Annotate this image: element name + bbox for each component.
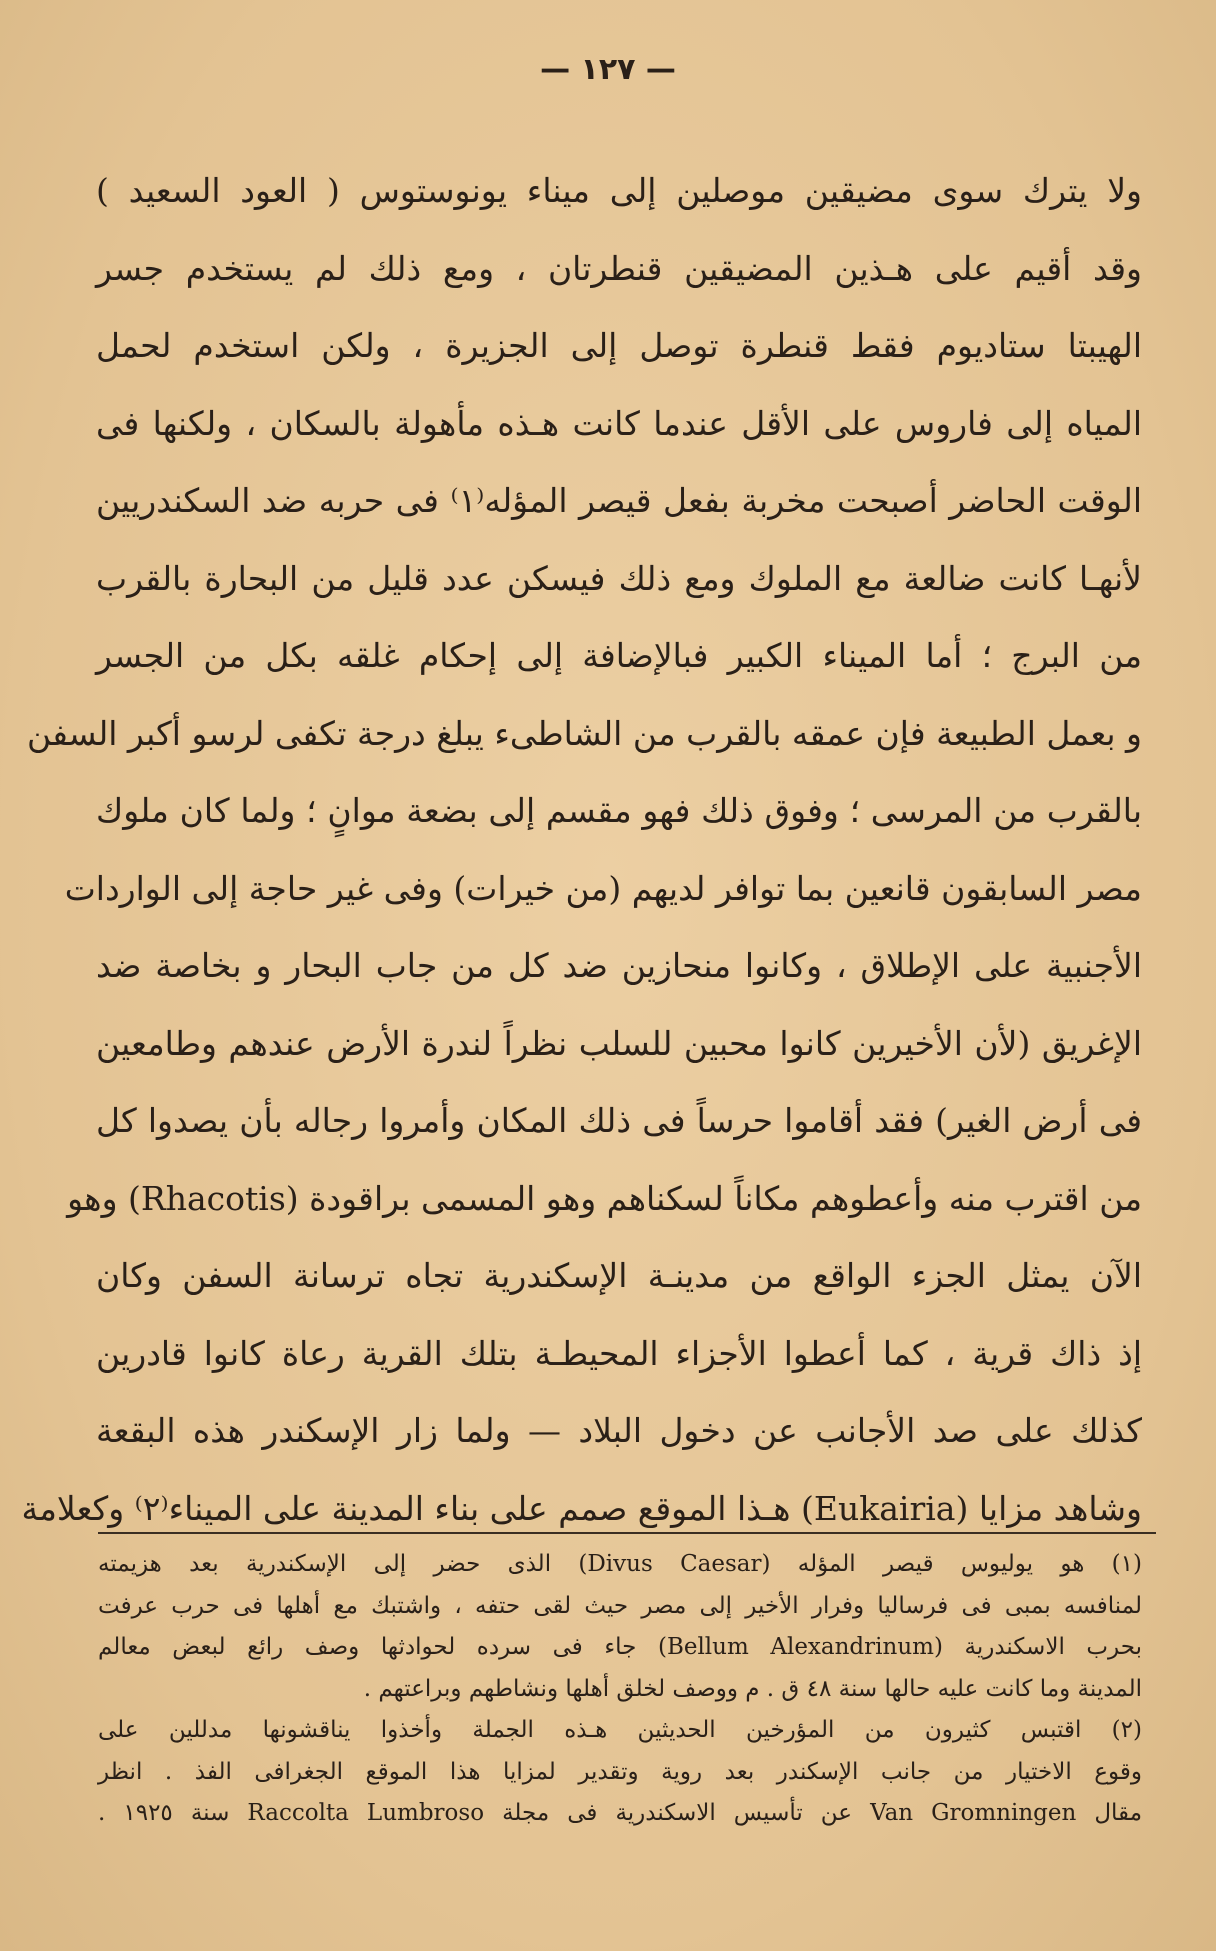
text-line: الهيبتا ستاديوم فقط قنطرة توصل إلى الجزيرة ، ولكن استخدم لحمل [96,326,1142,365]
text-line: من البرج ؛ أما الميناء الكبير فبالإضافة إلى إحكام غلقه بكل من الجسر [96,636,1142,675]
footnote-line: (١) هو يوليوس قيصر المؤله (Divus Caesar) الذى حضر إلى الإسكندرية بعد هزيمته [98,1551,1142,1577]
footnote-line: لمنافسه بمبى فى فرساليا وفرار الأخير إلى مصر حيث لقى حتفه ، واشتبك مع أهلها فى حرب عرفت [98,1592,1142,1619]
page-number: — ١٢٧ — [540,52,676,87]
text-line: إذ ذاك قرية ، كما أعطوا الأجزاء المحيطـة بتلك القرية رعاة كانوا قادرين [96,1333,1142,1373]
text-line: الأجنبية على الإطلاق ، وكانوا منحازين ضد كل من جاب البحار و بخاصة ضد [96,946,1142,985]
text-line: و بعمل الطبيعة فإن عمقه بالقرب من الشاطىء يبلغ درجة تكفى لرسو أكبر السفن [26,713,1142,753]
text-line: من اقترب منه وأعطوهم مكاناً لسكناهم وهو المسمى براقودة (Rhacotis) وهو [67,1178,1142,1218]
footnote-line: بحرب الاسكندرية (Bellum Alexandrinum) جاء فى سرده لحوادثها وصف رائع لبعض معالم [98,1634,1142,1660]
text-line: لأنهـا كانت ضالعة مع الملوك ومع ذلك فيسكن عدد قليل من البحارة بالقرب [96,558,1142,598]
footnote-line: وقوع الاختيار من جانب الإسكندر بعد روية وتقدير لمزايا هذا الموقع الجغرافى الفذ . انظر [98,1758,1142,1785]
text-line: وقد أقيم على هـذين المضيقين قنطرتان ، ومع ذلك لم يستخدم جسر [96,248,1142,288]
text-line: كذلك على صد الأجانب عن دخول البلاد — ولما زار الإسكندر هذه البقعة [96,1411,1142,1450]
text-line: الإغريق (لأن الأخيرين كانوا محبين للسلب نظراً لندرة الأرض عندهم وطامعين [96,1023,1142,1063]
text-line: بالقرب من المرسى ؛ وفوق ذلك فهو مقسم إلى بضعة موانٍ ؛ ولما كان ملوك [96,791,1142,830]
footnote-line: (٢) اقتبس كثيرون من المؤرخين الحديثين هـذه الجملة وأخذوا يناقشونها مدللين على [98,1717,1142,1743]
footnote-line: مقال Van Gromningen عن تأسيس الاسكندرية فى مجلة Raccolta Lumbroso سنة ١٩٢٥ . [98,1800,1143,1826]
footnote-divider [98,1532,1156,1534]
text-line: الآن يمثل الجزء الواقع من مدينـة الإسكندرية تجاه ترسانة السفن وكان [96,1256,1142,1295]
text-line: وشاهد مزايا (Eukairia) هـذا الموقع صمم على بناء المدينة على الميناء⁽٢⁾ وكعلامة [21,1488,1142,1528]
text-line: المياه إلى فاروس على الأقل عندما كانت هـذه مأهولة بالسكان ، ولكنها فى [96,403,1142,443]
text-line: ولا يترك سوى مضيقين موصلين إلى ميناء يونوستوس ( العود السعيد ) [96,171,1142,210]
footnote-line: المدينة وما كانت عليه حالها سنة ٤٨ ق . م ووصف لخلق أهلها ونشاطهم وبراعتهم . [363,1675,1142,1702]
footnotes [98,1544,1142,1835]
text-line: فى أرض الغير) فقد أقاموا حرساً فى ذلك المكان وأمروا رجاله بأن يصدوا كل [96,1101,1142,1140]
main-text [21,152,1142,1547]
text-line: الوقت الحاضر أصبحت مخربة بفعل قيصر المؤله⁽١⁾ فى حربه ضد السكندريين [96,481,1142,520]
text-line: مصر السابقون قانعين بما توافر لديهم (من خيرات) وفى غير حاجة إلى الواردات [64,868,1142,908]
